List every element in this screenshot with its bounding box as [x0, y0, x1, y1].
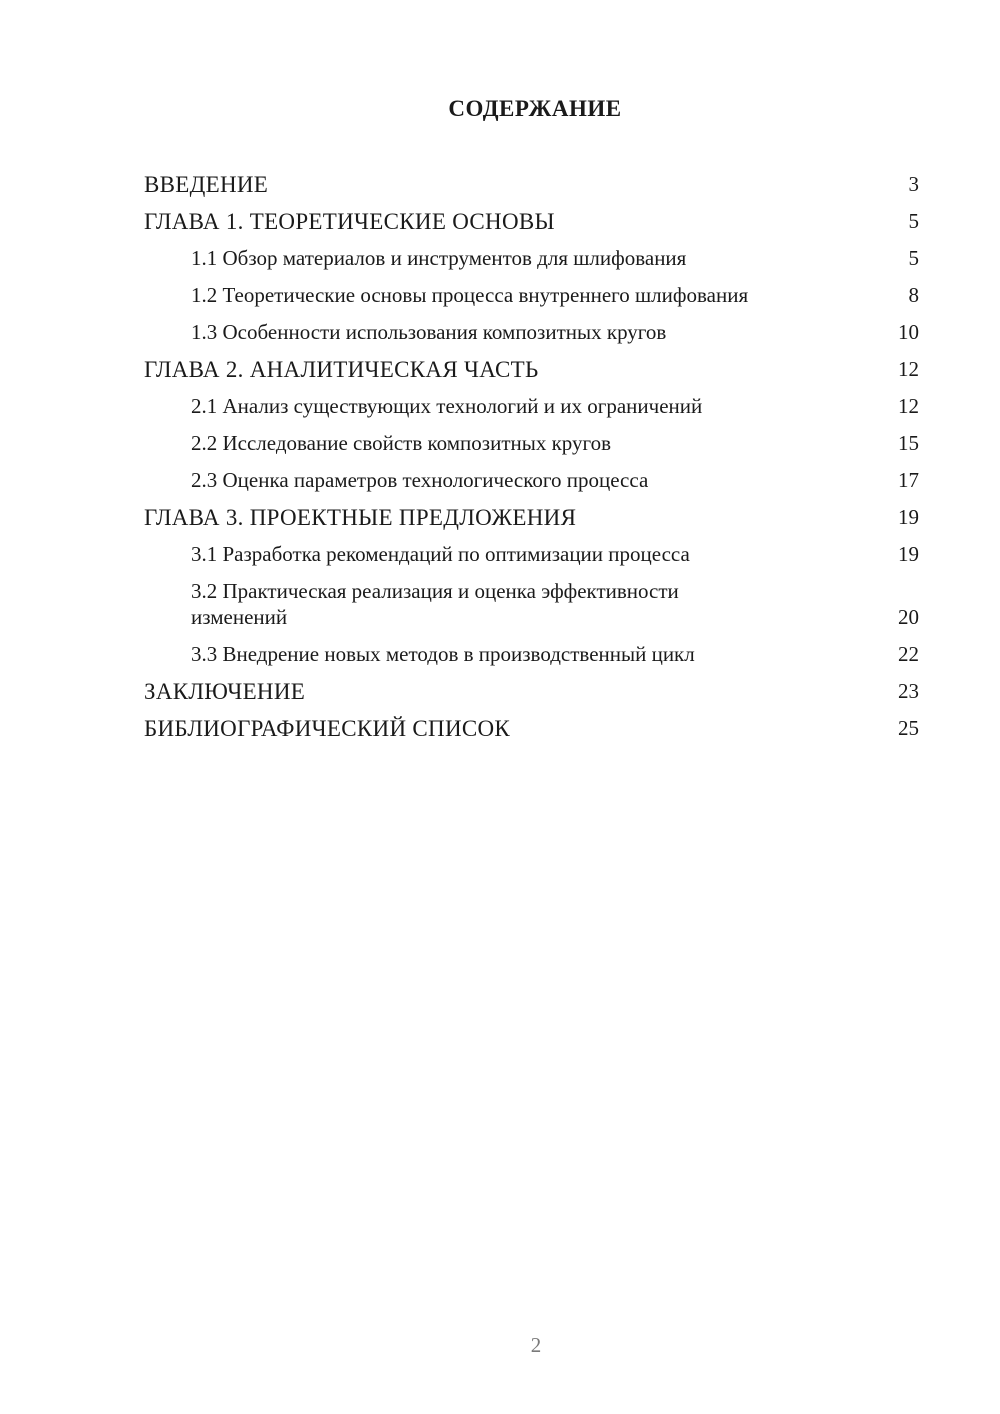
- toc-entry-title: 2.3 Оценка параметров технологического процесса: [191, 468, 649, 492]
- toc-entry-title: ГЛАВА 3. ПРОЕКТНЫЕ ПРЕДЛОЖЕНИЯ: [144, 505, 577, 530]
- toc-entry-page: 5: [908, 246, 919, 270]
- toc-entry-section-2-2[interactable]: [144, 425, 919, 462]
- toc-entry-title: 3.2 Практическая реализация и оценка эффективности изменений: [191, 579, 679, 629]
- toc-entry-page: 5: [908, 209, 919, 233]
- toc-entry-chapter-1[interactable]: [144, 203, 919, 240]
- toc-entry-page: 20: [898, 605, 919, 629]
- toc-entry-title: 2.1 Анализ существующих технологий и их ограничений: [191, 394, 703, 418]
- toc-entry-page: 3: [908, 172, 919, 196]
- toc-entry-page: 19: [898, 542, 919, 566]
- toc-entry-title: ГЛАВА 1. ТЕОРЕТИЧЕСКИЕ ОСНОВЫ: [144, 209, 555, 234]
- toc-entry-title: 1.1 Обзор материалов и инструментов для шлифования: [191, 246, 687, 270]
- toc-entry-page: 25: [898, 716, 919, 740]
- toc-entry-page: 12: [898, 357, 919, 381]
- toc-entry-section-1-2[interactable]: [144, 277, 919, 314]
- toc-entry-section-3-1[interactable]: [144, 536, 919, 573]
- toc-entry-page: 15: [898, 431, 919, 455]
- toc-entry-title: 1.3 Особенности использования композитных кругов: [191, 320, 667, 344]
- toc-entry-section-1-1[interactable]: [144, 240, 919, 277]
- toc-entry-title: 2.2 Исследование свойств композитных кругов: [191, 431, 612, 455]
- toc-entry-section-1-3[interactable]: [144, 314, 919, 351]
- toc-entry-title: 1.2 Теоретические основы процесса внутреннего шлифования: [191, 283, 749, 307]
- toc-entry-conclusion[interactable]: [144, 673, 919, 710]
- toc-entry-title: ГЛАВА 2. АНАЛИТИЧЕСКАЯ ЧАСТЬ: [144, 357, 539, 382]
- toc-entry-section-2-3[interactable]: [144, 462, 919, 499]
- toc-entry-section-2-1[interactable]: [144, 388, 919, 425]
- page-title: СОДЕРЖАНИЕ: [448, 96, 622, 121]
- toc-entry-page: 22: [898, 642, 919, 666]
- toc-entry-page: 12: [898, 394, 919, 418]
- toc-entry-bibliography[interactable]: [144, 710, 919, 747]
- page-number: 2: [530, 1333, 542, 1357]
- toc-entry-title: 3.1 Разработка рекомендаций по оптимизации процесса: [191, 542, 690, 566]
- toc-entry-section-3-2[interactable]: [144, 573, 919, 636]
- toc-entry-title: ЗАКЛЮЧЕНИЕ: [144, 679, 306, 704]
- toc-entry-title: БИБЛИОГРАФИЧЕСКИЙ СПИСОК: [144, 716, 511, 741]
- toc-entry-page: 8: [908, 283, 919, 307]
- toc-entry-chapter-2[interactable]: [144, 351, 919, 388]
- toc-entry-title: ВВЕДЕНИЕ: [144, 172, 269, 197]
- toc-entry-page: 10: [898, 320, 919, 344]
- table-of-contents: [144, 166, 919, 747]
- toc-entry-page: 17: [898, 468, 919, 492]
- toc-entry-chapter-3[interactable]: [144, 499, 919, 536]
- toc-entry-page: 23: [898, 679, 919, 703]
- toc-entry-page: 19: [898, 505, 919, 529]
- toc-entry-section-3-3[interactable]: [144, 636, 919, 673]
- toc-entry-introduction[interactable]: [144, 166, 919, 203]
- toc-entry-title: 3.3 Внедрение новых методов в производственный цикл: [191, 642, 695, 666]
